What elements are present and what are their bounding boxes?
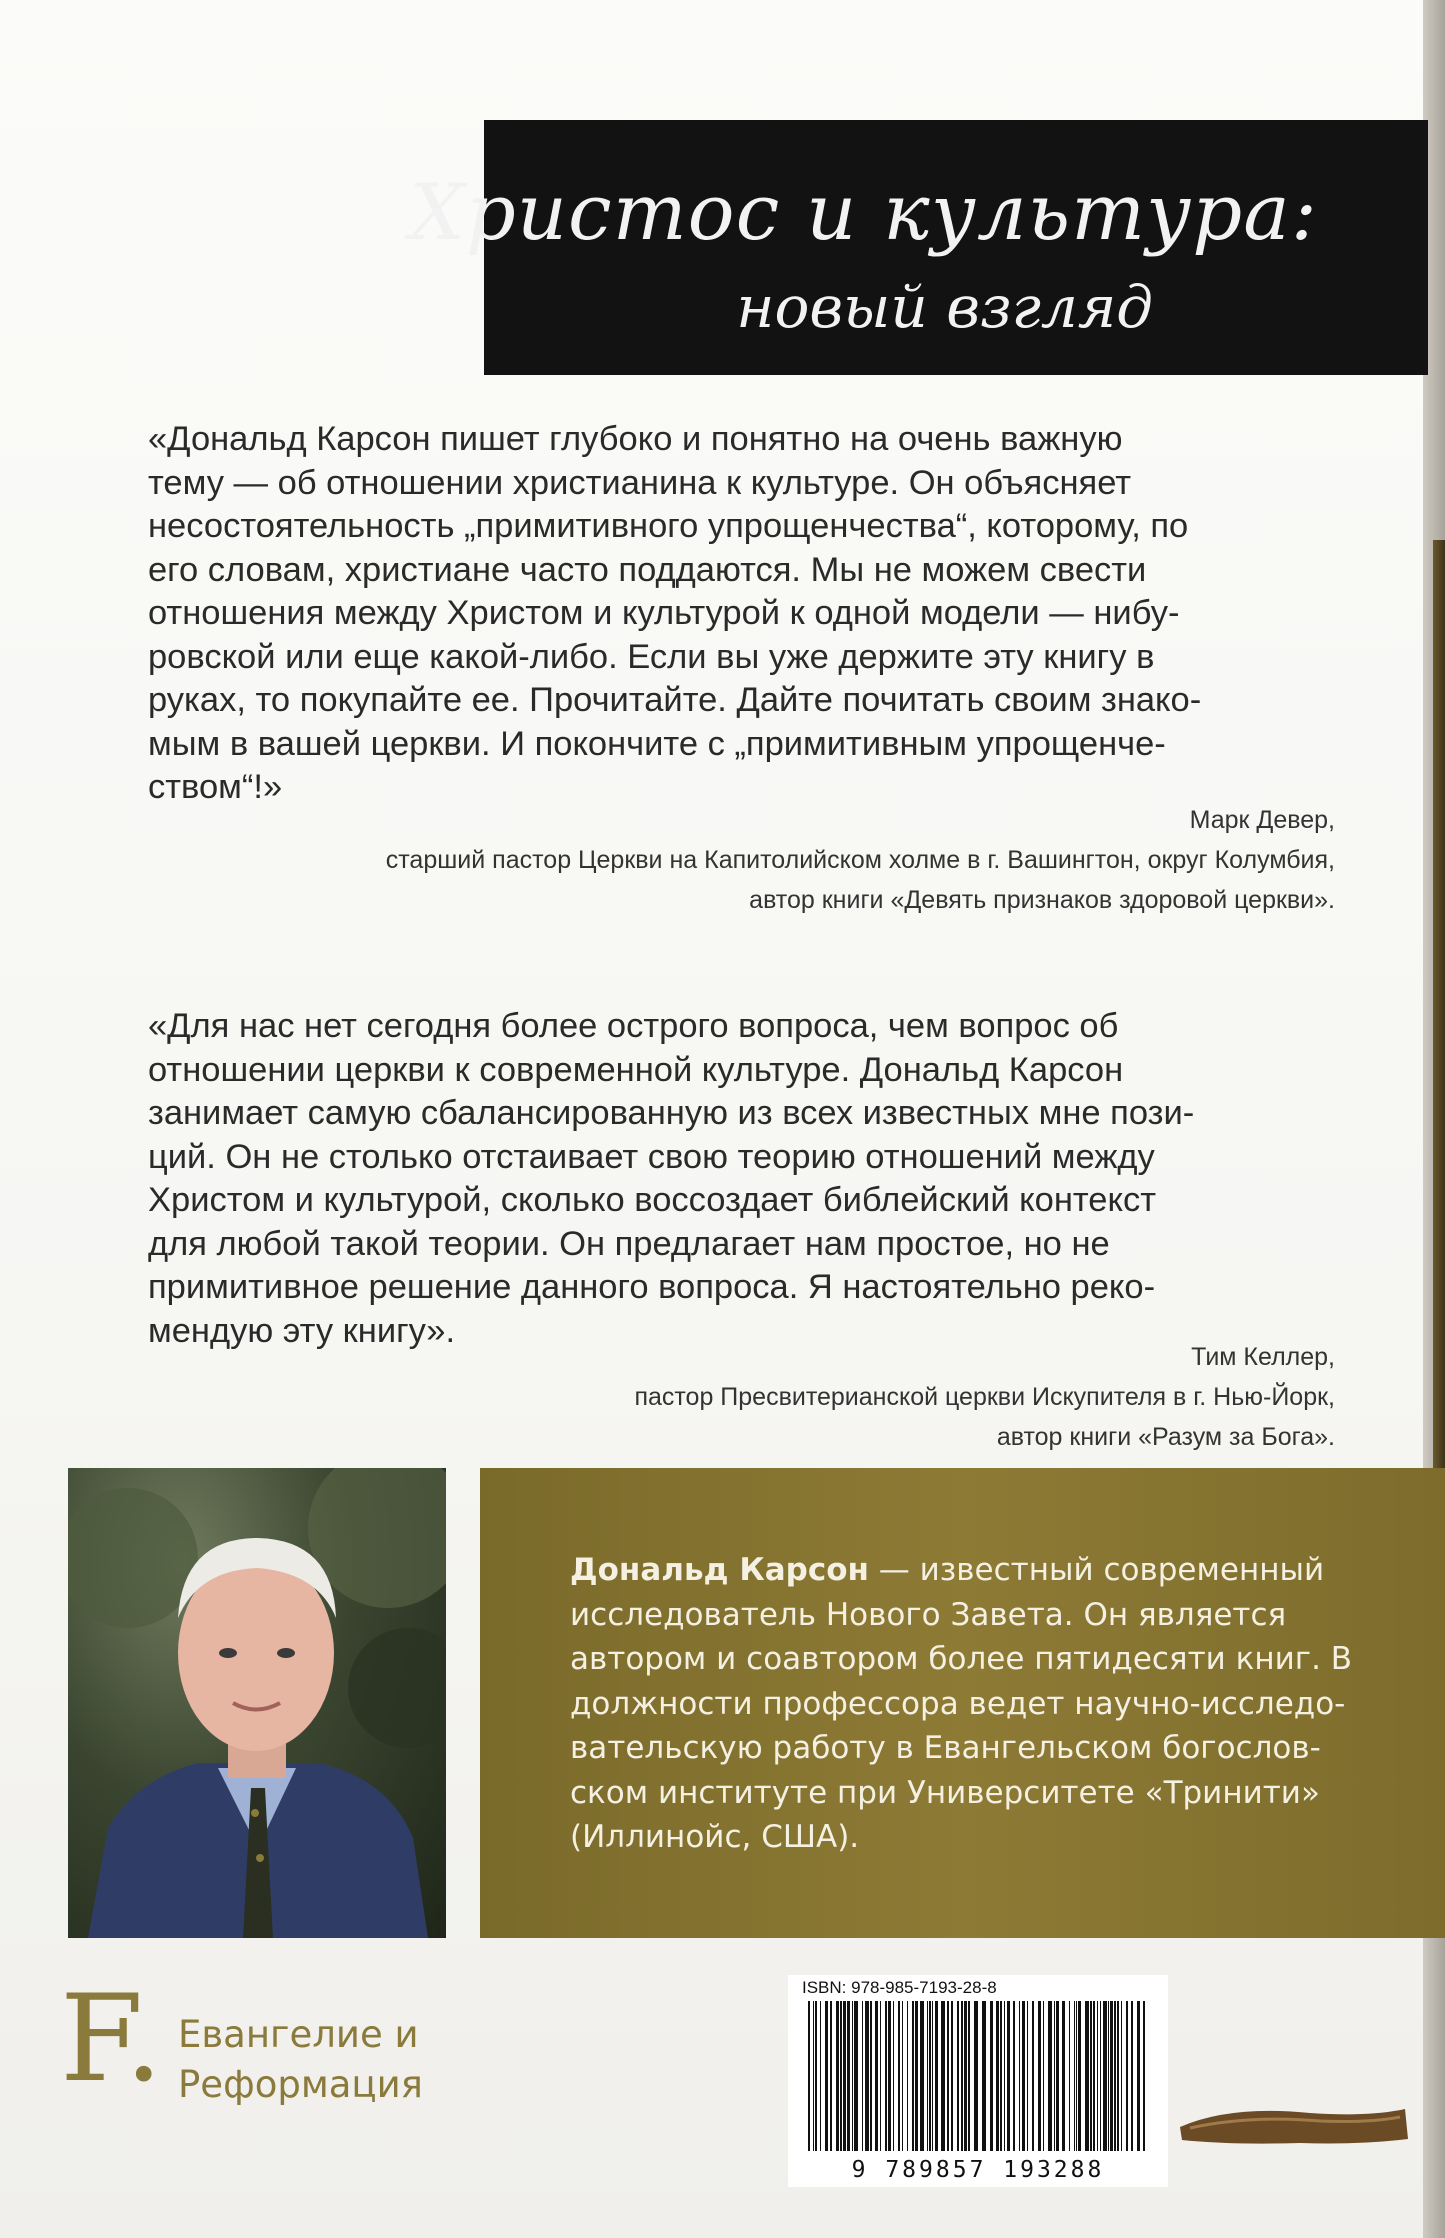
review-author-book-1: автор книги «Девять признаков здоровой церкви». xyxy=(749,886,1335,914)
barcode-bar xyxy=(1007,2001,1010,2151)
publisher-name xyxy=(178,2010,423,2110)
ribbon-bookmark-icon xyxy=(1170,2095,1410,2155)
review-attribution-2 xyxy=(634,1337,1335,1457)
barcode-bar xyxy=(1032,2001,1034,2151)
author-bio xyxy=(570,1548,1410,1860)
barcode-bar xyxy=(1143,2001,1145,2151)
barcode-bar xyxy=(1048,2001,1052,2151)
barcode-bar xyxy=(1043,2001,1044,2151)
barcode-bar xyxy=(1038,2001,1041,2151)
publisher-name-line-1: Евангелие и xyxy=(178,2013,419,2056)
barcode-number: 9 789857 193288 xyxy=(851,2157,1105,2183)
isbn-label: ISBN: 978-985-7193-28-8 xyxy=(802,1978,997,1997)
barcode-bar xyxy=(840,2001,842,2151)
barcode-bar xyxy=(974,2001,978,2151)
barcode-bar xyxy=(862,2001,863,2151)
barcode-bar xyxy=(957,2001,959,2151)
barcode-bar xyxy=(935,2001,938,2151)
book-title: Христос и культура: xyxy=(409,168,1318,258)
barcode-bar xyxy=(947,2001,949,2151)
book-subtitle: новый взгляд xyxy=(736,273,1153,341)
barcode-bar xyxy=(880,2001,881,2151)
barcode-panel xyxy=(788,1975,1168,2187)
barcode-bar xyxy=(898,2001,900,2151)
barcode-bar xyxy=(1074,2001,1075,2151)
barcode-bar xyxy=(982,2001,986,2151)
barcode-bar xyxy=(1108,2001,1109,2151)
barcode-bar xyxy=(1004,2001,1005,2151)
barcode-bar xyxy=(951,2001,953,2151)
barcode-bar xyxy=(847,2001,850,2151)
review-author-role-2: пастор Пресвитерианской церкви Искупителя в г. Нью-Йорк, xyxy=(634,1383,1335,1411)
review-author-1: Марк Девер, xyxy=(1189,806,1335,834)
barcode-bar xyxy=(1022,2001,1025,2151)
author-bio-text: — известный современный исследователь Нового Завета. Он является автором и соавтором более пятидесяти книг. В должности профессора ведет научно-исследо- вательскую работу в Евангельском богослов- ском институте при Университете «Тринити» (Иллинойс, США). xyxy=(570,1552,1353,1855)
barcode-bar xyxy=(927,2001,928,2151)
barcode-bar xyxy=(830,2001,832,2151)
barcode-bar xyxy=(961,2001,963,2151)
barcode-bar xyxy=(1000,2001,1002,2151)
barcode-bar xyxy=(1097,2001,1098,2151)
barcode-bar xyxy=(964,2001,967,2151)
barcode-bar xyxy=(885,2001,887,2151)
barcode-bar xyxy=(1062,2001,1065,2151)
author-photo xyxy=(68,1468,446,1938)
review-attribution-1 xyxy=(386,800,1335,920)
barcode-bar xyxy=(920,2001,924,2151)
barcode-bar xyxy=(902,2001,903,2151)
barcode-bar xyxy=(1121,2001,1122,2151)
barcode-bar xyxy=(929,2001,931,2151)
cover-edge-shadow xyxy=(1433,540,1445,1540)
barcode-bar xyxy=(893,2001,894,2151)
barcode-bar xyxy=(1137,2001,1140,2151)
review-quote-2: «Для нас нет сегодня более острого вопроса, чем вопрос об отношении церкви к современной культуре. Дональд Карсон занимает самую сбалансированную из всех известных мне пози- ций. Он не столько отстаивает свою теорию отношений между Христом и культурой, сколько воссоздает библейский контекст для любой такой теории. Он предлагает нам простое, но не примитивное решение данного вопроса. Я настоятельно реко- мендую эту книгу». xyxy=(148,1007,1195,1350)
barcode-bar xyxy=(1013,2001,1015,2151)
author-portrait-illustration xyxy=(68,1468,446,1938)
barcode-bar xyxy=(1117,2001,1119,2151)
barcode-bar xyxy=(915,2001,918,2151)
barcode-bar xyxy=(843,2001,846,2151)
review-author-2: Тим Келлер, xyxy=(1191,1343,1335,1371)
barcode-bar xyxy=(1076,2001,1077,2151)
barcode-bar xyxy=(825,2001,828,2151)
barcode-bar xyxy=(1090,2001,1092,2151)
author-bio-name: Дональд Карсон xyxy=(570,1552,869,1588)
barcode-bar xyxy=(941,2001,945,2151)
publisher-logo-mark: F. xyxy=(60,1970,163,2109)
author-bio-panel xyxy=(480,1468,1445,1938)
barcode-bar xyxy=(996,2001,999,2151)
barcode-bar xyxy=(1103,2001,1107,2151)
barcode-bar xyxy=(1093,2001,1095,2151)
barcode-bar xyxy=(888,2001,891,2151)
barcode-bar xyxy=(932,2001,933,2151)
barcode-bar xyxy=(1027,2001,1028,2151)
barcode-bar xyxy=(1019,2001,1020,2151)
barcode-bar xyxy=(907,2001,908,2151)
barcode-bar xyxy=(854,2001,858,2151)
barcode-bar xyxy=(1110,2001,1113,2151)
barcode-bar xyxy=(990,2001,993,2151)
publisher-name-line-2: Реформация xyxy=(178,2063,423,2106)
barcode-bar xyxy=(813,2001,814,2151)
barcode-icon xyxy=(802,2001,1152,2151)
barcode-bar xyxy=(1078,2001,1081,2151)
review-author-role-1: старший пастор Церкви на Капитолийском холме в г. Вашингтон, округ Колумбия, xyxy=(385,846,1335,874)
barcode-bar xyxy=(852,2001,853,2151)
barcode-bar xyxy=(1126,2001,1128,2151)
barcode-bar xyxy=(1114,2001,1116,2151)
barcode-bar xyxy=(870,2001,872,2151)
barcode-bar xyxy=(1100,2001,1101,2151)
barcode-bar xyxy=(875,2001,878,2151)
review-author-book-2: автор книги «Разум за Бога». xyxy=(996,1423,1335,1451)
barcode-bar xyxy=(968,2001,970,2151)
barcode-bar xyxy=(912,2001,914,2151)
barcode-bar xyxy=(815,2001,817,2151)
title-banner xyxy=(409,120,1428,375)
barcode-bar xyxy=(1054,2001,1055,2151)
barcode-bar xyxy=(820,2001,821,2151)
barcode-bar xyxy=(1056,2001,1059,2151)
barcode-bar xyxy=(865,2001,869,2151)
barcode-bar xyxy=(1085,2001,1089,2151)
barcode-bar xyxy=(1069,2001,1070,2151)
barcode-bar xyxy=(808,2001,810,2151)
barcode-bar xyxy=(1131,2001,1133,2151)
barcode-bar xyxy=(836,2001,839,2151)
review-quote-1: «Дональд Карсон пишет глубоко и понятно на очень важную тему — об отношении христианина к культуре. Он объясняет несостоятельность „примитивного упрощенчества“, которому, по его словам, христиане часто поддаются. Мы не можем свести отношения между Христом и культурой к одной модели — нибу- ровской или еще какой-либо. Если вы уже держите эту книгу в руках, то покупайте ее. Прочитайте. Дайте почитать своим знако- мым в вашей церкви. И покончите с „примитивным упрощенче- ством“!» xyxy=(148,420,1202,806)
